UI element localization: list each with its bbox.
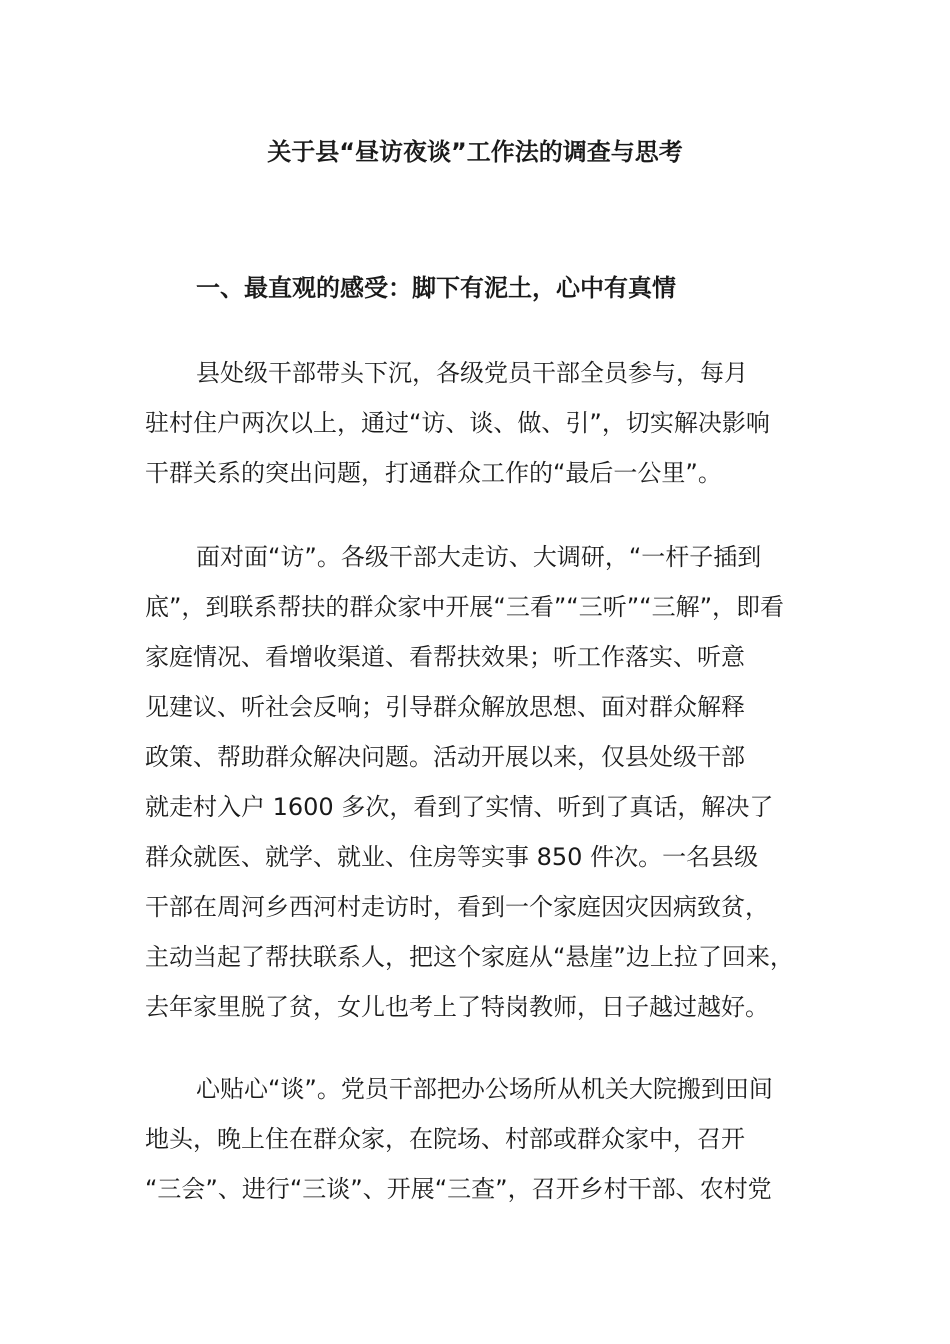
paragraph-visit — [145, 532, 825, 1032]
paragraph-line: 政策、帮助群众解决问题。活动开展以来，仅县处级干部 — [145, 743, 745, 771]
paragraph-line: 县处级干部带头下沉，各级党员干部全员参与，每月 — [196, 359, 748, 387]
paragraph-line: 地头，晚上住在群众家，在院场、村部或群众家中，召开 — [145, 1125, 745, 1153]
paragraph-talk — [145, 1064, 825, 1214]
document-title: 关于县“昼访夜谈”工作法的调查与思考 — [267, 138, 683, 166]
paragraph-line: 干群关系的突出问题，打通群众工作的“最后一公里”。 — [145, 459, 722, 487]
paragraph-line: 底”，到联系帮扶的群众家中开展“三看”“三听”“三解”，即看 — [145, 593, 785, 621]
paragraph-line: 见建议、听社会反响；引导群众解放思想、面对群众解释 — [145, 693, 745, 721]
paragraph-line: 干部在周河乡西河村走访时，看到一个家庭因灾因病致贫， — [145, 893, 769, 921]
paragraph-line: 驻村住户两次以上，通过“访、谈、做、引”，切实解决影响 — [145, 409, 770, 437]
paragraph-intro — [145, 348, 825, 498]
paragraph-line: 面对面“访”。各级干部大走访、大调研，“一杆子插到 — [196, 543, 762, 571]
paragraph-line: 就走村入户 1600 多次，看到了实情、听到了真话，解决了 — [145, 793, 774, 821]
paragraph-line: 家庭情况、看增收渠道、看帮扶效果；听工作落实、听意 — [145, 643, 745, 671]
paragraph-line: 主动当起了帮扶联系人，把这个家庭从“悬崖”边上拉了回来， — [145, 943, 794, 971]
paragraph-line: 心贴心“谈”。党员干部把办公场所从机关大院搬到田间 — [196, 1075, 773, 1103]
paragraph-line: 去年家里脱了贫，女儿也考上了特岗教师，日子越过越好。 — [145, 993, 769, 1021]
paragraph-line: “三会”、进行“三谈”、开展“三查”，召开乡村干部、农村党 — [145, 1175, 772, 1203]
section-heading: 一、最直观的感受：脚下有泥土，心中有真情 — [196, 274, 676, 302]
paragraph-line: 群众就医、就学、就业、住房等实事 850 件次。一名县级 — [145, 843, 759, 871]
